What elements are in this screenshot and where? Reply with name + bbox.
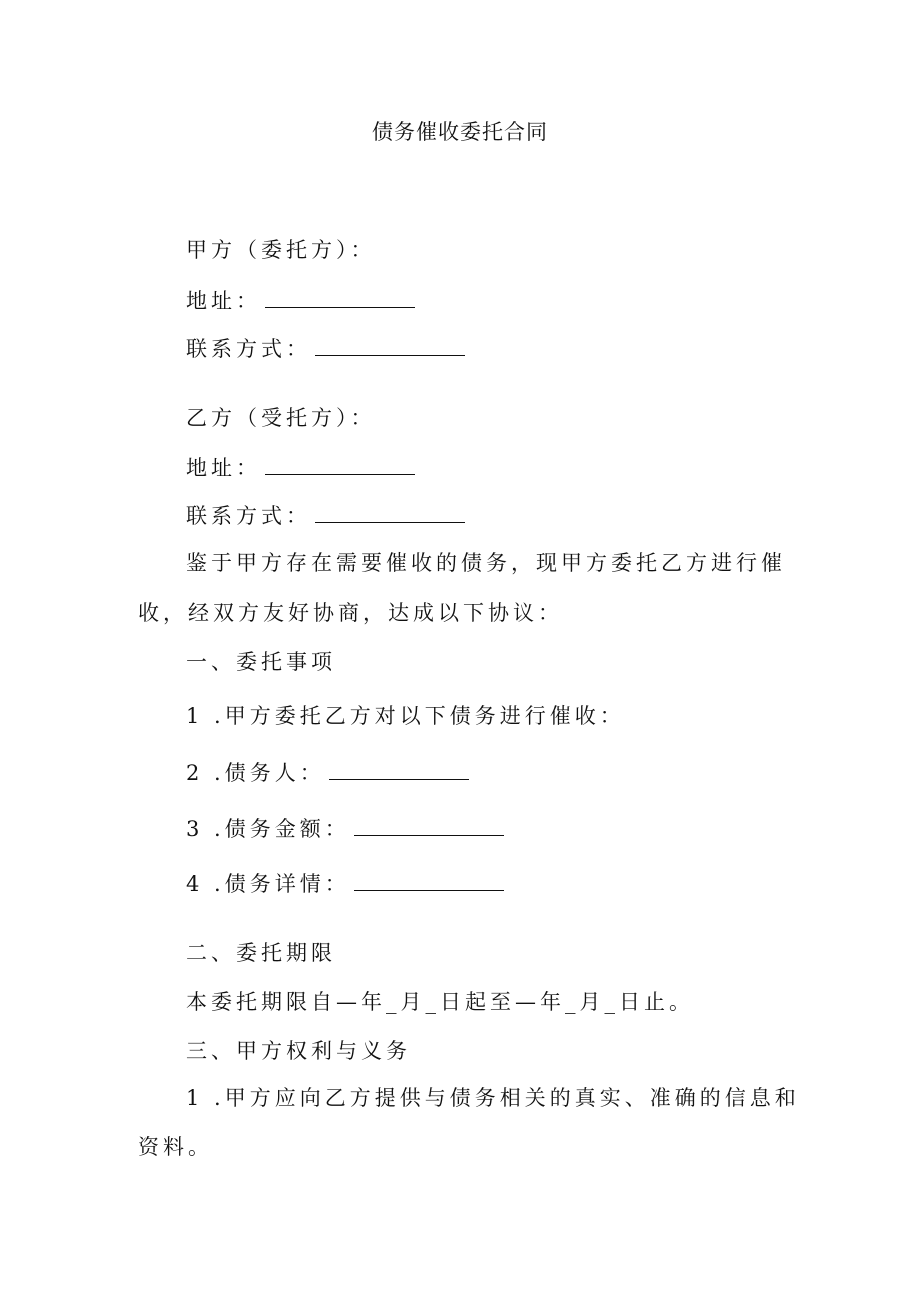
party-b-contact-blank: [315, 502, 465, 523]
section-3-item-1-line-1: 1 .甲方应向乙方提供与债务相关的真实、准确的信息和: [186, 1086, 800, 1110]
party-b-heading: 乙方（受托方）：: [186, 406, 376, 430]
party-a-contact: [186, 333, 465, 363]
debt-amount-blank: [354, 815, 504, 836]
party-b-address: [186, 452, 415, 482]
debtor-label: 2 .债务人：: [186, 761, 325, 785]
document-title: 债务催收委托合同: [372, 120, 548, 144]
section-1-item-1: 1 .甲方委托乙方对以下债务进行催收：: [186, 704, 625, 728]
party-a-address: [186, 285, 415, 315]
preamble-line-1: 鉴于甲方存在需要催收的债务，现甲方委托乙方进行催: [186, 551, 786, 575]
section-3-item-1-line-2: 资料。: [138, 1135, 213, 1159]
debt-details-blank: [354, 870, 504, 891]
section-3-heading: 三、甲方权利与义务: [186, 1039, 411, 1063]
preamble-line-2: 收，经双方友好协商，达成以下协议：: [138, 601, 563, 625]
section-1-heading: 一、委托事项: [186, 650, 336, 674]
debt-amount-label: 3 .债务金额：: [186, 817, 350, 841]
section-2-heading: 二、委托期限: [186, 941, 336, 965]
section-1-item-3: [186, 813, 504, 843]
party-a-address-label: 地址：: [186, 289, 261, 313]
section-1-item-2: [186, 757, 469, 787]
party-a-address-blank: [265, 287, 415, 308]
party-b-contact-label: 联系方式：: [186, 504, 311, 528]
section-1-item-4: [186, 868, 504, 898]
debtor-blank: [329, 759, 469, 780]
party-b-address-blank: [265, 454, 415, 475]
party-b-address-label: 地址：: [186, 456, 261, 480]
party-a-contact-blank: [315, 335, 465, 356]
debt-details-label: 4 .债务详情：: [186, 872, 350, 896]
party-b-contact: [186, 500, 465, 530]
section-2-text: 本委托期限自—年_月_日起至—年_月_日止。: [186, 990, 694, 1014]
party-a-contact-label: 联系方式：: [186, 337, 311, 361]
party-a-heading: 甲方（委托方）：: [186, 238, 376, 262]
